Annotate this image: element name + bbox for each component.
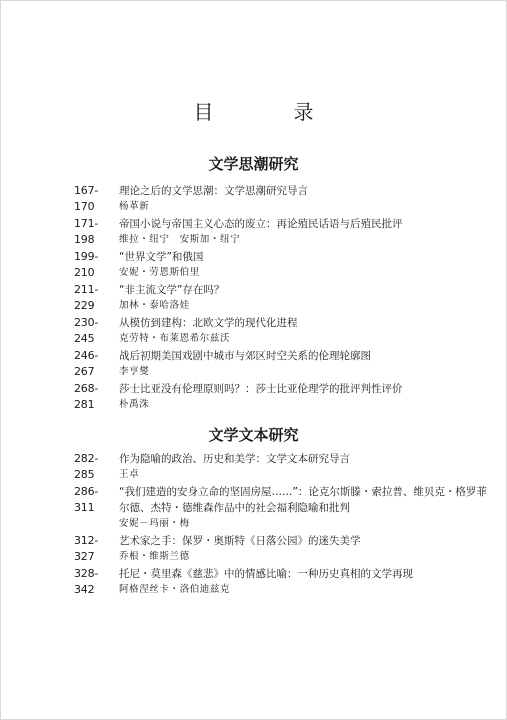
entry-title[interactable]: “世界文学”和俄国 <box>119 251 204 263</box>
entry-pages: 167-170 <box>74 184 99 213</box>
entry-pages: 282-285 <box>74 452 99 481</box>
entry-pages: 230-245 <box>74 316 99 345</box>
toc-entry[interactable] <box>74 282 494 315</box>
entry-title[interactable]: “我们建造的安身立命的坚固房屋……”：论克尔斯滕・索拉普、维贝克・格罗菲尔德、杰特・德维森作品中的社会福利隐喻和批判 <box>119 486 487 514</box>
entry-author: 加林・泰哈洛娃 <box>119 300 190 311</box>
toc-entry[interactable] <box>74 216 494 249</box>
entry-author: 阿格涅丝卡・洛伯迪兹克 <box>119 584 231 595</box>
toc-entry[interactable] <box>74 381 494 414</box>
entry-author: 克劳特・布莱恩希尔兹沃 <box>119 333 231 344</box>
section-entries-literary-trends <box>74 183 494 414</box>
entry-title[interactable]: 托尼・莫里森《慈悲》中的情感比喻：一种历史真相的文学再现 <box>119 568 413 580</box>
entry-pages: 268-281 <box>74 382 99 411</box>
toc-entry[interactable] <box>74 348 494 381</box>
section-heading-literary-texts: 文学文本研究 <box>208 426 299 444</box>
toc-entry[interactable] <box>74 484 494 533</box>
toc-entry[interactable] <box>74 315 494 348</box>
toc-entry[interactable] <box>74 566 494 599</box>
entry-pages: 211-229 <box>74 283 99 312</box>
entry-author: 安妮－玛丽・梅 <box>119 518 190 529</box>
entry-author: 维拉・纽宁 安斯加・纽宁 <box>119 234 241 245</box>
toc-entry[interactable] <box>74 183 494 216</box>
toc-entry[interactable] <box>74 249 494 282</box>
entry-author: 乔根・维斯兰德 <box>119 551 190 562</box>
entry-pages: 246-267 <box>74 349 99 378</box>
entry-author: 杨革新 <box>119 201 150 212</box>
toc-entry[interactable] <box>74 533 494 566</box>
entry-title[interactable]: 战后初期美国戏剧中城市与郊区时空关系的伦理轮廓图 <box>119 350 371 362</box>
entry-pages: 286-311 <box>74 485 99 514</box>
entry-author: 安妮・劳恩斯伯里 <box>119 267 200 278</box>
entry-pages: 328-342 <box>74 567 99 596</box>
entry-author: 李亨燮 <box>119 366 150 377</box>
entry-title[interactable]: 作为隐喻的政治、历史和美学：文学文本研究导言 <box>119 453 350 465</box>
entry-title[interactable]: 艺术家之手：保罗・奥斯特《日落公园》的迷失美学 <box>119 535 361 547</box>
entry-title[interactable]: 帝国小说与帝国主义心态的废立：再论殖民话语与后殖民批评 <box>119 218 403 230</box>
entry-title[interactable]: “非主流文学”存在吗？ <box>119 284 225 296</box>
entry-title[interactable]: 理论之后的文学思潮：文学思潮研究导言 <box>119 185 308 197</box>
entry-pages: 171-198 <box>74 217 99 246</box>
entry-author: 王卓 <box>119 469 140 480</box>
entry-title[interactable]: 莎士比亚没有伦理原则吗？：莎士比亚伦理学的批评判性评价 <box>119 383 403 395</box>
section-heading-literary-trends: 文学思潮研究 <box>208 155 299 173</box>
toc-title: 目 录 <box>193 100 344 124</box>
toc-entry[interactable] <box>74 451 494 484</box>
section-entries-literary-texts <box>74 451 494 599</box>
entry-pages: 312-327 <box>74 534 99 563</box>
entry-pages: 199-210 <box>74 250 99 279</box>
entry-title[interactable]: 从模仿到建构：北欧文学的现代化进程 <box>119 317 298 329</box>
entry-author: 朴禹洙 <box>119 399 150 410</box>
